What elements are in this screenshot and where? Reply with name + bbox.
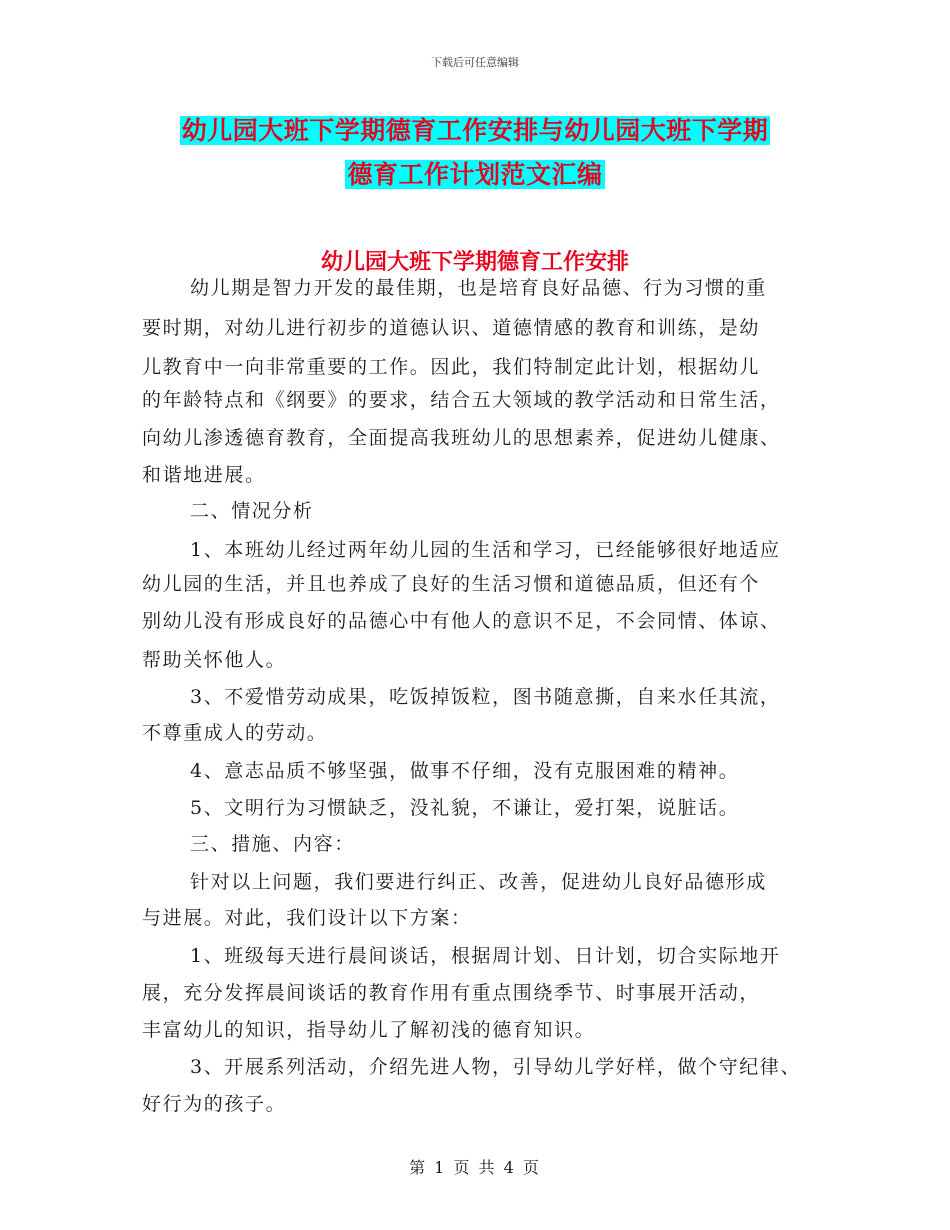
paragraph-line: 1、本班幼儿经过两年幼儿园的生活和学习，已经能够很好地适应 xyxy=(190,539,781,561)
paragraph-line: 要时期，对幼儿进行初步的道德认识、道德情感的教育和训练，是幼 xyxy=(142,317,761,339)
paragraph-line: 幼儿期是智力开发的最佳期，也是培育良好品德、行为习惯的重 xyxy=(190,277,767,299)
paragraph-line: 3、开展系列活动，介绍先进人物，引导幼儿学好样，做个守纪律、 xyxy=(190,1056,802,1078)
section-heading: 三、措施、内容： xyxy=(190,833,355,855)
paragraph-line: 别幼儿没有形成良好的品德心中有他人的意识不足，不会同情、体谅、 xyxy=(142,610,781,632)
paragraph-line: 4、意志品质不够坚强，做事不仔细，没有克服困难的精神。 xyxy=(190,760,740,782)
paragraph-line: 好行为的孩子。 xyxy=(142,1093,287,1115)
paragraph-line: 与进展。对此，我们设计以下方案： xyxy=(142,907,472,929)
paragraph-line: 3、不爱惜劳动成果，吃饭掉饭粒，图书随意撕，自来水任其流， xyxy=(190,686,781,708)
section-title: 幼儿园大班下学期德育工作安排 xyxy=(320,249,629,275)
paragraph-line: 不尊重成人的劳动。 xyxy=(142,722,328,744)
section-heading: 二、情况分析 xyxy=(190,500,314,522)
document-title-line-1 xyxy=(0,113,950,149)
paragraph-line: 的年龄特点和《纲要》的要求，结合五大领域的教学活动和日常生活， xyxy=(142,389,781,411)
paragraph-line: 丰富幼儿的知识，指导幼儿了解初浅的德育知识。 xyxy=(142,1019,596,1041)
title-text-2: 德育工作计划范文汇编 xyxy=(347,160,603,189)
paragraph-line: 帮助关怀他人。 xyxy=(142,649,287,671)
paragraph-line: 儿教育中一向非常重要的工作。因此，我们特制定此计划，根据幼儿 xyxy=(142,356,761,378)
page-number: 第 1 页 共 4 页 xyxy=(409,1158,541,1177)
paragraph-line: 1、班级每天进行晨间谈话，根据周计划、日计划，切合实际地开 xyxy=(190,945,781,967)
paragraph-line: 5、文明行为习惯缺乏，没礼貌，不谦让，爱打架，说脏话。 xyxy=(190,797,740,819)
paragraph-line: 幼儿园的生活，并且也养成了良好的生活习惯和道德品质，但还有个 xyxy=(142,573,761,595)
paragraph-line: 和谐地进展。 xyxy=(142,464,266,486)
document-title-line-2 xyxy=(0,157,950,193)
header-note: 下载后可任意编辑 xyxy=(431,56,519,69)
paragraph-line: 针对以上问题，我们要进行纠正、改善，促进幼儿良好品德形成 xyxy=(190,871,767,893)
paragraph-line: 向幼儿渗透德育教育，全面提高我班幼儿的思想素养，促进幼儿健康、 xyxy=(142,427,781,449)
paragraph-line: 展，充分发挥晨间谈话的教育作用有重点围绕季节、时事展开活动， xyxy=(142,982,761,1004)
title-text-1: 幼儿园大班下学期德育工作安排与幼儿园大班下学期 xyxy=(181,116,769,145)
